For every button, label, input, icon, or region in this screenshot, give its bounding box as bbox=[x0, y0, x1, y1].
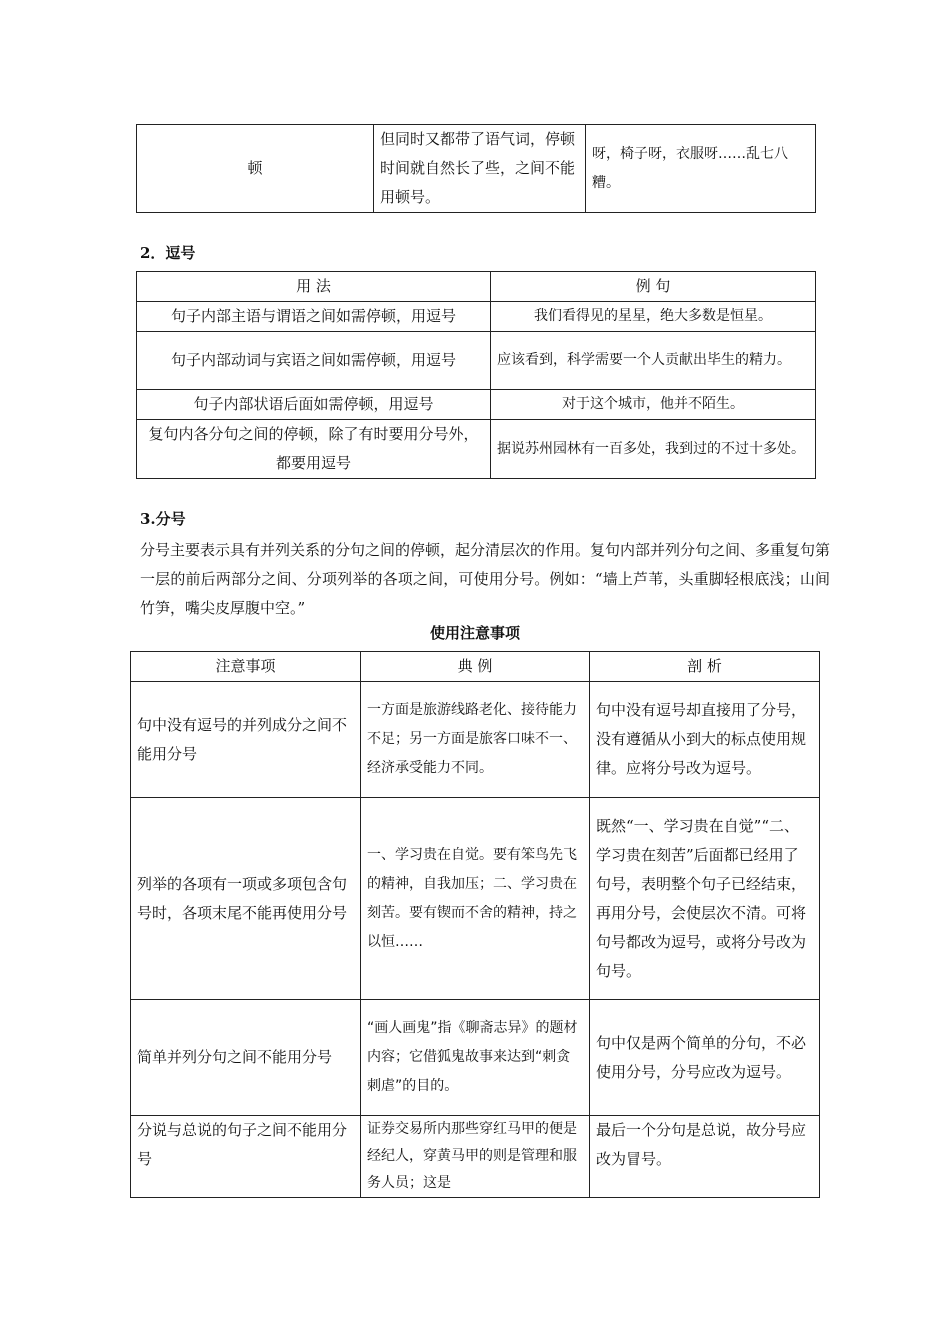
comma-row-example: 据说苏州园林有一百多处，我到过的不过十多处。 bbox=[491, 420, 816, 479]
notes-row-example: “画人画鬼”指《聊斋志异》的题材内容；它借狐鬼故事来达到“刺贪刺虐”的目的。 bbox=[361, 1000, 590, 1116]
notes-row-example: 证券交易所内那些穿红马甲的便是经纪人，穿黄马甲的则是管理和服务人员；这是 bbox=[361, 1116, 590, 1198]
dun-hao-table-fragment bbox=[136, 124, 816, 213]
notes-row-example: 一方面是旅游线路老化、接待能力不足；另一方面是旅客口味不一、经济承受能力不同。 bbox=[361, 682, 590, 798]
comma-usage-table bbox=[136, 271, 816, 479]
section-3-heading: 3.分号 bbox=[140, 510, 186, 528]
notes-row-note: 分说与总说的句子之间不能用分号 bbox=[131, 1116, 361, 1198]
notes-row-note: 句中没有逗号的并列成分之间不能用分号 bbox=[131, 682, 361, 798]
comma-row-usage: 复句内各分句之间的停顿，除了有时要用分号外，都要用逗号 bbox=[137, 420, 491, 479]
comma-row-usage: 句子内部状语后面如需停顿，用逗号 bbox=[137, 390, 491, 420]
comma-row-example: 应该看到，科学需要一个人贡献出毕生的精力。 bbox=[491, 332, 816, 390]
dun-hao-label-cell: 顿 bbox=[137, 125, 374, 213]
notes-row-analysis: 句中仅是两个简单的分句，不必使用分号，分号应改为逗号。 bbox=[590, 1000, 820, 1116]
semicolon-notes-table bbox=[130, 651, 820, 1198]
notes-row-analysis: 既然“一、学习贵在自觉”“二、学习贵在刻苦”后面都已经用了句号，表明整个句子已经结束，再用分号，会使层次不清。可将句号都改为逗号，或将分号改为句号。 bbox=[590, 798, 820, 1000]
dun-hao-usage-cell: 但同时又都带了语气词，停顿时间就自然长了些，之间不能用顿号。 bbox=[374, 125, 586, 213]
notes-row-analysis: 最后一个分句是总说，故分号应改为冒号。 bbox=[590, 1116, 820, 1198]
notes-col-analysis-header: 剖 析 bbox=[590, 652, 820, 682]
semicolon-paragraph: 分号主要表示具有并列关系的分句之间的停顿，起分清层次的作用。复句内部并列分句之间、多重复句第一层的前后两部分之间、分项列举的各项之间，可使用分号。例如：“墙上芦苇，头重脚轻根底浅；山间竹笋，嘴尖皮厚腹中空。” bbox=[140, 541, 831, 617]
notes-row-note: 列举的各项有一项或多项包含句号时，各项末尾不能再使用分号 bbox=[131, 798, 361, 1000]
table-caption: 使用注意事项 bbox=[429, 624, 520, 642]
section-2-heading: 2．逗号 bbox=[140, 244, 196, 262]
notes-col-example-header: 典 例 bbox=[361, 652, 590, 682]
comma-row-example: 我们看得见的星星，绝大多数是恒星。 bbox=[491, 302, 816, 332]
notes-row-note: 简单并列分句之间不能用分号 bbox=[131, 1000, 361, 1116]
dun-hao-example-cell: 呀，椅子呀，衣服呀……乱七八糟。 bbox=[586, 125, 816, 213]
notes-row-analysis: 句中没有逗号却直接用了分号，没有遵循从小到大的标点使用规律。应将分号改为逗号。 bbox=[590, 682, 820, 798]
notes-col-note-header: 注意事项 bbox=[131, 652, 361, 682]
comma-col-example-header: 例 句 bbox=[491, 272, 816, 302]
notes-row-example: 一、学习贵在自觉。要有笨鸟先飞的精神，自我加压；二、学习贵在刻苦。要有锲而不舍的精神，持之以恒…… bbox=[361, 798, 590, 1000]
comma-row-example: 对于这个城市，他并不陌生。 bbox=[491, 390, 816, 420]
comma-col-usage-header: 用 法 bbox=[137, 272, 491, 302]
comma-row-usage: 句子内部主语与谓语之间如需停顿，用逗号 bbox=[137, 302, 491, 332]
comma-row-usage: 句子内部动词与宾语之间如需停顿，用逗号 bbox=[137, 332, 491, 390]
